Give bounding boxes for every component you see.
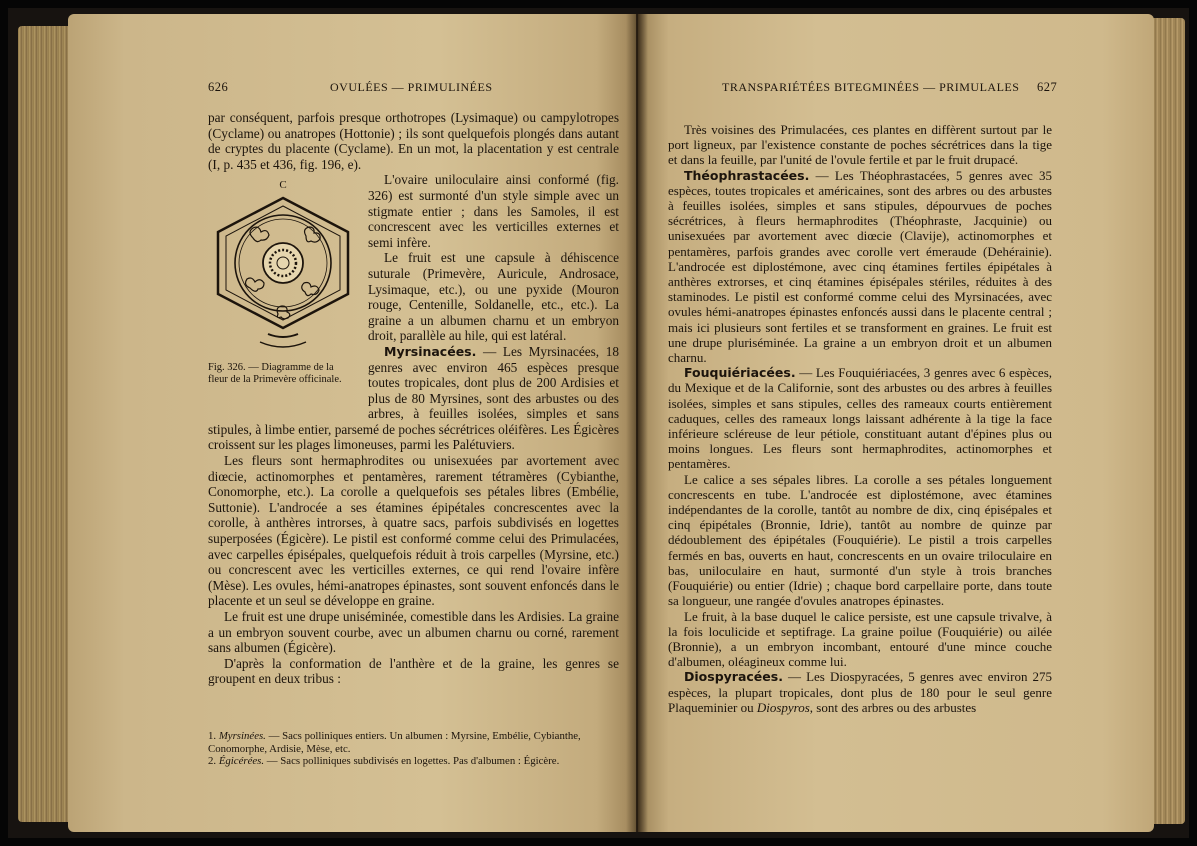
- left-page-header: [68, 80, 636, 98]
- theophrastacees-heading: Théophrastacées.: [684, 167, 810, 183]
- right-page-header: [638, 80, 1154, 98]
- right-page-number: 627: [1037, 80, 1058, 94]
- footnote-2-number: 2.: [208, 755, 217, 767]
- diospyros-genus: Diospyros: [756, 699, 810, 715]
- left-page-number: 626: [208, 80, 229, 94]
- theophrastacees-text: — Les Théophrastacées, 5 genres avec 35 espèces, toutes tropicales et américaines, sont des arbres ou des arbustes à feuilles isolées, simples et sans stipules, dépourvues de poches sécrétrices, à fleurs hermaphrodites (Théophraste, Jacquinie) ou unisexuées par avortement avec diœcie (Clavije), actinomorphes et pentamères, parfois grandes avec corolle vert émeraude (Dehérainie). L'androcée est diplostémone, avec cinq étamines fertiles épipétales à anthères extrorses, et cinq étamines épisépales stériles, réduites à des staminodes. Le pistil est conformé comme celui des Myrsinacées, avec ovules hémi-anatropes épinastes enfoncés aussi dans le placente central ; mais ici plusieurs sont fertiles et se transforment en graines. Le fruit est une drupe pluriséminée. La graine a un embryon droit et un albumen charnu.: [668, 167, 1052, 366]
- footnote-2-name: Égicérées.: [218, 755, 265, 767]
- page-edges-right: [1149, 18, 1185, 824]
- figure-caption: Fig. 326. — Diagramme de la fleur de la Primevère officinale.: [208, 362, 342, 385]
- tribes-paragraph: D'après la conformation de l'anthère et de la graine, les genres se groupent en deux tribus :: [208, 655, 619, 687]
- footnote-2: [208, 755, 618, 768]
- left-running-title: OVULÉES — PRIMULINÉES: [330, 80, 493, 94]
- right-running-title: TRANSPARIÉTÉES BITEGMINÉES — PRIMULALES: [722, 80, 1020, 94]
- fouquieriacees-text: — Les Fouquiériacées, 3 genres avec 6 espèces, du Mexique et de la Californie, sont des arbustes ou des arbres à feuilles isolées, simples et sans stipules, celles des rameaux courts entièrement caduques, celles des rameaux longs laissant adhérente à la tige la face inférieure scléreuse de leur pétiole, constituant autant d'épines plus ou moins longues. Les fleurs sont hermaphrodites, actinomorphes et pentamères.: [668, 365, 1053, 472]
- diospyracees-heading: Diospyracées.: [684, 669, 783, 685]
- right-page: [638, 14, 1154, 832]
- footnote-1: [208, 730, 618, 755]
- footnote-1-text: — Sacs polliniques entiers. Un albumen : Myrsine, Embélie, Cybianthe, Conomorphe, Ardisie, Mèse, etc.: [208, 730, 581, 755]
- diospyracees-paragraph: [668, 669, 1052, 715]
- left-page-body: [208, 110, 619, 687]
- right-intro-paragraph: Très voisines des Primulacées, ces plantes en diffèrent surtout par le port ligneux, par l'existence constante de poches sécrétrices dans la tige et dans la feuille, par l'unité de l'ovule fertile et par le fruit drupacé.: [668, 122, 1052, 168]
- footnotes: [208, 730, 618, 768]
- fruit-paragraph: Le fruit est une capsule à déhiscence suturale (Primevère, Auricule, Androsace, Lysimaque, etc.), ou une pyxide (Mouron rouge, Centenille, Soldanelle, etc., etc.). La graine a un albumen charnu et un embryon droit, parallèle au hile, qui est latéral.: [368, 250, 619, 344]
- flowers-paragraph: Les fleurs sont hermaphrodites ou unisexuées par avortement avec diœcie, actinomorphes et pentamères, rarement tétramères (Cybianthe, Conomorphe, etc.). La corolle a quelquefois ses pétales libres (Embélie, Suttonie). L'androcée a ses étamines épipétales concrescentes avec la corolle, à anthères introrses, à quatre sacs, parfois subdivisés en logettes superposées (Égicère). Le pistil est conformé comme celui des Primulacées, avec carpelles épisépales, quelquefois réduit à trois carpelles (Myrsine, etc.) ou concrescent avec les verticilles externes, ce qui rend l'ovaire infère (Mèse). Les ovules, hémi-anatropes épinastes, sont souvent enfoncés dans le placente et un seul se développe en graine.: [208, 453, 619, 609]
- diospyracees-text-end: , sont des arbres ou des arbustes: [809, 699, 977, 715]
- footnote-1-number: 1.: [208, 730, 217, 742]
- theophrastacees-paragraph: [668, 168, 1052, 366]
- footnote-1-name: Myrsinées.: [218, 730, 266, 742]
- myrsinacees-text: — Les Myrsinacées, 18 genres avec environ 465 espèces presque toutes tropicales, dont plus de 200 Ardisies et plus de 80 Myrsines, sont des arbustes ou des arbres, à feuilles isolées, simples et sans stipules, à limbe entier, parsemé de poches sécrétrices oléifères. Les Égicères croissent sur les plages limoneuses, parmi les Palétuviers.: [208, 343, 619, 453]
- intro-paragraph: par conséquent, parfois presque orthotropes (Lysimaque) ou campylotropes (Cyclame) ou anatropes (Hottonie) ; ils sont quelquefois plongés dans autant de cryptes du placente (Cyclame). En un mot, la placentation y est centrale (I, p. 435 et 436, fig. 196, e).: [208, 110, 619, 172]
- fouquieriacees-heading: Fouquiériacées.: [684, 365, 796, 381]
- calice-paragraph: Le calice a ses sépales libres. La corolle a ses pétales longuement concrescents en tube. L'androcée est diplostémone, avec étamines indépendantes de la corolle, tantôt au nombre de dix, cinq épisépales et cinq épipétales (Bronnie, Idrie), tantôt au nombre de quinze par dédoublement des épipétales (Fouquiérie). Le pistil a trois carpelles fermés en bas, ouverts en haut, concrescents en un ovaire triloculaire en bas, uniloculaire en haut, surmonté d'un style à trois branches (Fouquiérie) ou entier (Idrie) ; chaque bord carpellaire porte, dans toute sa longueur, une rangée d'ovules anatropes épinastes.: [668, 471, 1052, 609]
- book-gutter: [626, 14, 648, 832]
- right-page-body: [668, 122, 1052, 715]
- footnote-2-text: — Sacs polliniques subdivisés en logettes. Pas d'albumen : Égicère.: [266, 755, 560, 767]
- figure-326: [208, 174, 358, 409]
- flower-diagram-icon: [208, 174, 358, 359]
- myrsinacees-heading: Myrsinacées.: [384, 343, 477, 359]
- capsule-paragraph: Le fruit, à la base duquel le calice persiste, est une capsule trivalve, à la fois loculicide et septifrage. La graine poilue (Fouquiérie) ou ailée (Bronnie), a un embryon incombant, entouré d'une mince couche d'albumen, oléagineux comme lui.: [668, 608, 1052, 670]
- figure-label: C: [279, 179, 287, 192]
- left-page: [68, 14, 636, 832]
- ovary-paragraph: L'ovaire uniloculaire ainsi conformé (fig. 326) est surmonté d'un style simple avec un stigmate entier ; dans les Samoles, il est concrescent avec les verticilles externes et semi infère.: [368, 172, 619, 250]
- fouquieriacees-paragraph: [668, 365, 1052, 471]
- drupe-paragraph: Le fruit est une drupe uniséminée, comestible dans les Ardisies. La graine a un embryon souvent courbe, avec un albumen charnu ou corné, rarement sans albumen (Égicère).: [208, 609, 619, 656]
- open-book: [8, 8, 1189, 838]
- diospyracees-text: — Les Diospyracées, 5 genres avec environ 275 espèces, la plupart tropicales, dont plus de 180 pour le seul genre Plaqueminier ou: [668, 669, 1053, 715]
